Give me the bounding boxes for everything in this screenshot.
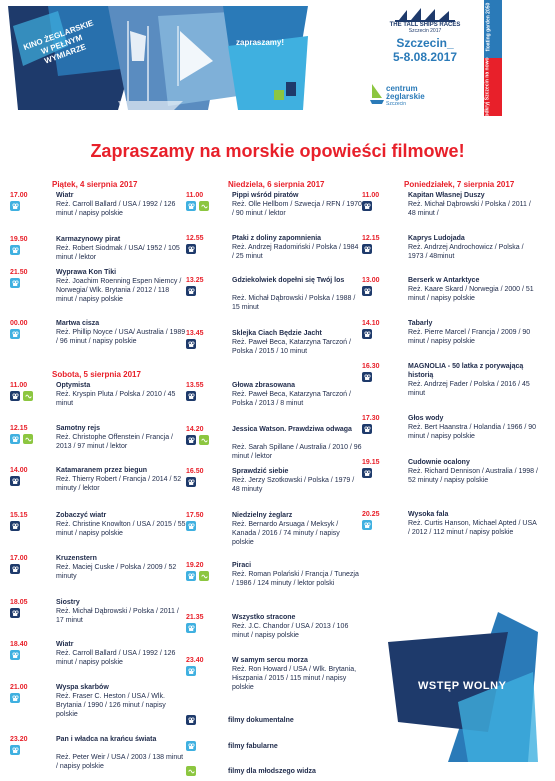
film-title: Martwa cisza: [56, 320, 100, 327]
film-category-icons: [10, 278, 20, 288]
film-time: 21.35: [186, 614, 204, 621]
kino-zeglarskie-slogan: KINO ŻEGLARSKIE W PEŁNYM WYMIARZE: [22, 18, 95, 66]
film-title: Tabarly: [408, 320, 433, 327]
film-time: 21.50: [10, 269, 28, 276]
film-entry: [186, 276, 362, 316]
film-time: 17.00: [10, 555, 28, 562]
film-entry: [10, 268, 186, 308]
film-title: Katamaranem przez biegun: [56, 467, 148, 474]
city-name: Szczecin_: [396, 36, 454, 50]
day-header: Niedziela, 6 sierpnia 2017: [228, 180, 325, 189]
film-entry: [186, 234, 362, 274]
film-details: Reż. Thierry Robert / Francja / 2014 / 52 minuty / lektor: [56, 476, 182, 492]
film-details: Reż. Jerzy Szotkowski / Polska / 1979 / 48 minuty: [232, 477, 355, 493]
film-details: Reż. Kaare Skard / Norwegia / 2000 / 51 minut / napisy polskie: [408, 286, 534, 302]
film-entry: [10, 424, 186, 464]
documentary-film-icon: [362, 244, 372, 254]
film-title: Ptaki z doliny zapomnienia: [232, 235, 322, 242]
documentary-film-icon: [362, 201, 372, 211]
film-category-icons: [186, 666, 196, 676]
film-title: Wyspa skarbów: [56, 684, 109, 691]
kids-film-icon: [199, 571, 209, 581]
documentary-film-icon: [362, 329, 372, 339]
film-entry: [362, 234, 538, 274]
page-title: Zapraszamy na morskie opowieści filmowe!: [90, 141, 465, 161]
legend-label: filmy fabularne: [228, 743, 278, 750]
film-category-icons: [362, 329, 372, 339]
film-details: Reż. Christophe Offenstein / Francja / 2013 / 97 minut / lektor: [56, 434, 173, 450]
film-entry: [362, 414, 538, 454]
film-entry: [186, 656, 362, 696]
kids-film-icon: [23, 434, 33, 444]
film-category-icons: [10, 476, 20, 486]
kids-film-icon: [23, 391, 33, 401]
film-category-icons: [186, 244, 196, 254]
feature-film-icon: [186, 666, 196, 676]
event-dates: 5-8.08.2017: [392, 50, 458, 64]
film-category-icons: [362, 201, 372, 211]
film-entry: [362, 510, 538, 550]
film-entry: [10, 466, 186, 506]
film-category-icons: [10, 745, 20, 755]
film-title: Kruzenstern: [56, 555, 97, 562]
film-title: Karmazynowy pirat: [56, 236, 121, 243]
film-category-icons: [186, 623, 196, 633]
film-category-icons: [362, 286, 372, 296]
film-time: 23.20: [10, 736, 28, 743]
film-entry: [362, 191, 538, 231]
film-entry: [362, 276, 538, 316]
film-time: 17.50: [186, 512, 204, 519]
film-title: Wyprawa Kon Tiki: [56, 269, 117, 276]
film-details: Reż. Christine Knowlton / USA / 2015 / 55 minut / napisy polskie: [56, 521, 186, 537]
film-details: Reż. Maciej Cuske / Polska / 2009 / 52 minuty: [56, 564, 177, 580]
film-title: Berserk w Antarktyce: [408, 277, 480, 284]
film-time: 18.05: [10, 599, 28, 606]
tsr-subtitle: Szczecin 2017: [408, 28, 442, 34]
documentary-film-icon: [10, 521, 20, 531]
film-title: Pan i władca na krańcu świata: [56, 736, 157, 743]
film-time: 11.00: [10, 382, 28, 389]
film-entry: [10, 191, 186, 231]
film-title: Kaprys Ludojada: [408, 235, 465, 242]
film-time: 14.10: [362, 320, 380, 327]
legend-label: filmy dokumentalne: [228, 717, 294, 724]
film-title: Niedzielny żeglarz: [232, 512, 293, 519]
day-header: Piątek, 4 sierpnia 2017: [52, 180, 138, 189]
film-category-icons: [186, 201, 209, 211]
kids-film-icon: [199, 435, 209, 445]
film-time: 17.00: [10, 192, 28, 199]
film-time: 13.25: [186, 277, 204, 284]
film-details: Reż. Michał Dąbrowski / Polska / 2011 / 48 minut /: [408, 201, 531, 217]
film-details: Reż. Ron Howard / USA / Wlk. Brytania, Hiszpania / 2015 / 115 minut / napisy polskie: [232, 666, 357, 691]
film-details: Reż. Paweł Beca, Katarzyna Tarczoń / Polska / 2015 / 10 minut: [232, 339, 351, 355]
film-title: Głowa zbrasowana: [232, 382, 296, 389]
film-details: Reż. Paweł Beca, Katarzyna Tarczoń / Polska / 2013 / 8 minut: [232, 391, 351, 407]
documentary-film-icon: [186, 477, 196, 487]
film-entry: [10, 511, 186, 551]
film-details: Reż. Curtis Hanson, Michael Apted / USA / 2012 / 112 minut / napisy polskie: [408, 520, 537, 536]
odkryj-szczecin-badge: [484, 58, 502, 116]
film-details: Reż. Fraser C. Heston / USA / Wlk. Brytania / 1990 / 126 minut / napisy polskie: [56, 693, 166, 718]
film-time: 14.00: [10, 467, 28, 474]
film-title: Wiatr: [56, 641, 74, 648]
film-entry: [186, 329, 362, 369]
film-title: Jessica Watson. Prawdziwa odwaga: [232, 426, 352, 433]
film-details: Reż. Sarah Spillane / Australia / 2010 / 96 minut / lektor: [232, 444, 362, 460]
film-entry: [10, 319, 186, 359]
film-details: Reż. Roman Polański / Francja / Tunezja / 1986 / 124 minuty / lektor polski: [232, 571, 359, 587]
feature-film-icon: [10, 278, 20, 288]
film-category-icons: [362, 244, 372, 254]
film-entry: [362, 319, 538, 359]
documentary-film-icon: [186, 244, 196, 254]
tall-ships-races-logo: [370, 8, 480, 64]
film-category-icons: [186, 391, 196, 401]
film-details: Reż. Kryspin Pluta / Polska / 2010 / 45 minut: [56, 391, 176, 407]
film-title: W samym sercu morza: [232, 657, 308, 664]
tsr-title: THE TALL SHIPS RACES: [389, 22, 461, 28]
feature-film-icon: [10, 329, 20, 339]
film-title: Siostry: [56, 599, 80, 606]
film-time: 16.50: [186, 468, 204, 475]
film-category-icons: [10, 391, 33, 401]
film-title: Optymista: [56, 382, 91, 389]
documentary-film-icon: [186, 435, 196, 445]
film-category-icons: [362, 424, 372, 434]
film-entry: [10, 683, 186, 723]
header: [0, 0, 555, 130]
documentary-film-icon: [10, 476, 20, 486]
film-title: Wiatr: [56, 192, 74, 199]
film-details: Reż. Joachim Roenning Espen Niemcy / Norwegia/ Wlk. Brytania / 2012 / 118 minut / napisy polskie: [56, 278, 182, 303]
documentary-film-icon: [362, 286, 372, 296]
film-title: Zobaczyć wiatr: [56, 512, 107, 519]
film-details: Reż. Olle Hellbom / Szwecja / RFN / 1970 / 90 minut / lektor: [232, 201, 362, 217]
centrum-line-3: Szczecin: [386, 101, 407, 107]
film-time: 12.55: [186, 235, 204, 242]
film-details: Reż. J.C. Chandor / USA / 2013 / 106 minut / napisy polskie: [232, 623, 349, 639]
film-title: Wysoka fala: [408, 511, 449, 518]
film-category-icons: [362, 372, 372, 382]
feature-film-icon: [10, 693, 20, 703]
film-details: Reż. Bernardo Arsuaga / Meksyk / Kanada / 2016 / 74 minuty / napisy polskie: [232, 521, 340, 546]
centrum-line-2: żeglarskie: [386, 92, 425, 101]
film-time: 18.40: [10, 641, 28, 648]
film-time: 00.00: [10, 320, 28, 327]
centrum-zeglarskie-logo: [370, 84, 450, 107]
film-time: 13.55: [186, 382, 204, 389]
film-category-icons: [362, 520, 372, 530]
feature-film-icon: [10, 745, 20, 755]
zapraszamy-label: zapraszamy!: [236, 38, 285, 47]
film-title: Cudownie ocalony: [408, 459, 470, 466]
film-title: Kapitan Własnej Duszy: [408, 192, 485, 199]
film-entry: [10, 735, 186, 775]
film-entry: [362, 458, 538, 498]
film-time: 19.50: [10, 236, 28, 243]
film-details: Reż. Andrzej Androchowicz / Polska / 1973 / 48minut: [408, 244, 524, 260]
documentary-film-icon: [362, 372, 372, 382]
film-time: 17.30: [362, 415, 380, 422]
film-category-icons: [10, 608, 20, 618]
film-category-icons: [10, 693, 20, 703]
feature-film-icon: [10, 201, 20, 211]
film-category-icons: [10, 329, 20, 339]
film-category-icons: [186, 571, 209, 581]
header-accent-shapes: [262, 82, 298, 104]
film-details: Reż. Peter Weir / USA / 2003 / 138 minut / napisy polskie: [56, 754, 184, 770]
documentary-film-icon: [10, 608, 20, 618]
film-title: Piraci: [232, 562, 252, 569]
documentary-film-icon: [362, 468, 372, 478]
legend-icon: [186, 766, 196, 776]
documentary-film-icon: [186, 391, 196, 401]
wstep-wolny-label: WSTĘP WOLNY: [418, 680, 507, 692]
sail-icon: [370, 84, 384, 106]
documentary-film-icon: [362, 424, 372, 434]
film-category-icons: [186, 435, 209, 445]
film-entry: [186, 381, 362, 421]
film-time: 16.30: [362, 363, 380, 370]
film-entry: [362, 362, 538, 402]
film-entry: [186, 561, 362, 601]
legend-icon: [186, 715, 196, 725]
film-time: 19.20: [186, 562, 204, 569]
film-entry: [186, 191, 362, 231]
film-entry: [10, 640, 186, 680]
documentary-film-icon: [10, 564, 20, 574]
film-details: Reż. Robert Siodmak / USA/ 1952 / 105 minut / lektor: [56, 245, 180, 261]
film-title: Głos wody: [408, 415, 444, 422]
film-category-icons: [10, 650, 20, 660]
film-category-icons: [362, 468, 372, 478]
film-details: Reż. Pierre Marcel / Francja / 2009 / 90 minut / napisy polskie: [408, 329, 531, 345]
kids-film-icon: [199, 201, 209, 211]
film-time: 12.15: [362, 235, 380, 242]
film-details: Reż. Michał Dąbrowski / Polska / 1988 / 15 minut: [232, 295, 356, 311]
film-time: 23.40: [186, 657, 204, 664]
film-entry: [10, 598, 186, 638]
film-title: MAGNOLIA - 50 latka z porywającą historią: [408, 363, 524, 379]
film-details: Reż. Andrzej Radomiński / Polska / 1984 / 25 minut: [232, 244, 359, 260]
film-title: Sklejka Ciach Będzie Jacht: [232, 330, 322, 337]
film-entry: [186, 467, 362, 507]
film-category-icons: [10, 245, 20, 255]
film-time: 19.15: [362, 459, 380, 466]
film-category-icons: [10, 201, 20, 211]
feature-film-icon: [186, 521, 196, 531]
day-header: Sobota, 5 sierpnia 2017: [52, 370, 141, 379]
film-category-icons: [10, 564, 20, 574]
centrum-line-1: centrum: [386, 84, 418, 93]
legend-label: filmy dla młodszego widza: [228, 768, 316, 775]
film-title: Pippi wśród piratów: [232, 192, 299, 199]
film-entry: [186, 511, 362, 551]
feature-film-icon: [10, 245, 20, 255]
film-title: Samotny rejs: [56, 425, 100, 432]
film-details: Reż. Carroll Ballard / USA / 1992 / 126 minut / napisy polskie: [56, 201, 176, 217]
feature-film-icon: [186, 201, 196, 211]
film-time: 11.00: [186, 192, 204, 199]
film-category-icons: [186, 521, 196, 531]
film-category-icons: [10, 521, 20, 531]
film-entry: [10, 381, 186, 421]
floating-garden-text: floating garden 2050: [485, 2, 492, 52]
film-title: Gdziekolwiek dopełni się Twój los: [232, 277, 345, 284]
legend-icon: [186, 741, 196, 751]
film-details: Reż. Phillip Noyce / USA/ Australia / 1989 / 96 minut / napisy polskie: [56, 329, 186, 345]
film-details: Reż. Andrzej Fader / Polska / 2016 / 45 minut: [408, 381, 530, 397]
odkryj-szczecin-text: odkryj Szczecin na nowo: [484, 57, 491, 117]
film-category-icons: [186, 339, 196, 349]
film-time: 12.15: [10, 425, 28, 432]
film-category-icons: [186, 286, 196, 296]
film-category-icons: [10, 434, 33, 444]
floating-garden-badge: [484, 0, 502, 58]
film-details: Reż. Carroll Ballard / USA / 1992 / 126 minut / napisy polskie: [56, 650, 176, 666]
film-entry: [186, 425, 362, 465]
feature-film-icon: [186, 623, 196, 633]
film-title: Sprawdzić siebie: [232, 468, 289, 475]
documentary-film-icon: [186, 286, 196, 296]
documentary-film-icon: [186, 339, 196, 349]
film-time: 15.15: [10, 512, 28, 519]
film-details: Reż. Michał Dąbrowski / Polska / 2011 / 17 minut: [56, 608, 179, 624]
film-category-icons: [186, 477, 196, 487]
feature-film-icon: [186, 571, 196, 581]
film-entry: [10, 554, 186, 594]
feature-film-icon: [10, 650, 20, 660]
day-header: Poniedziałek, 7 sierpnia 2017: [404, 180, 515, 189]
film-details: Reż. Bert Haanstra / Holandia / 1966 / 90 minut / napisy polskie: [408, 424, 537, 440]
film-time: 13.45: [186, 330, 204, 337]
film-time: 14.20: [186, 426, 204, 433]
film-time: 20.25: [362, 511, 380, 518]
feature-film-icon: [362, 520, 372, 530]
film-entry: [186, 613, 362, 653]
film-time: 13.00: [362, 277, 380, 284]
ships-icon: [395, 8, 455, 22]
documentary-film-icon: [10, 391, 20, 401]
film-time: 21.00: [10, 684, 28, 691]
film-details: Reż. Richard Dennison / Australia / 1998 / 52 minuty / napisy polskie: [408, 468, 538, 484]
film-title: Wszystko stracone: [232, 614, 296, 621]
feature-film-icon: [10, 434, 20, 444]
film-time: 11.00: [362, 192, 380, 199]
